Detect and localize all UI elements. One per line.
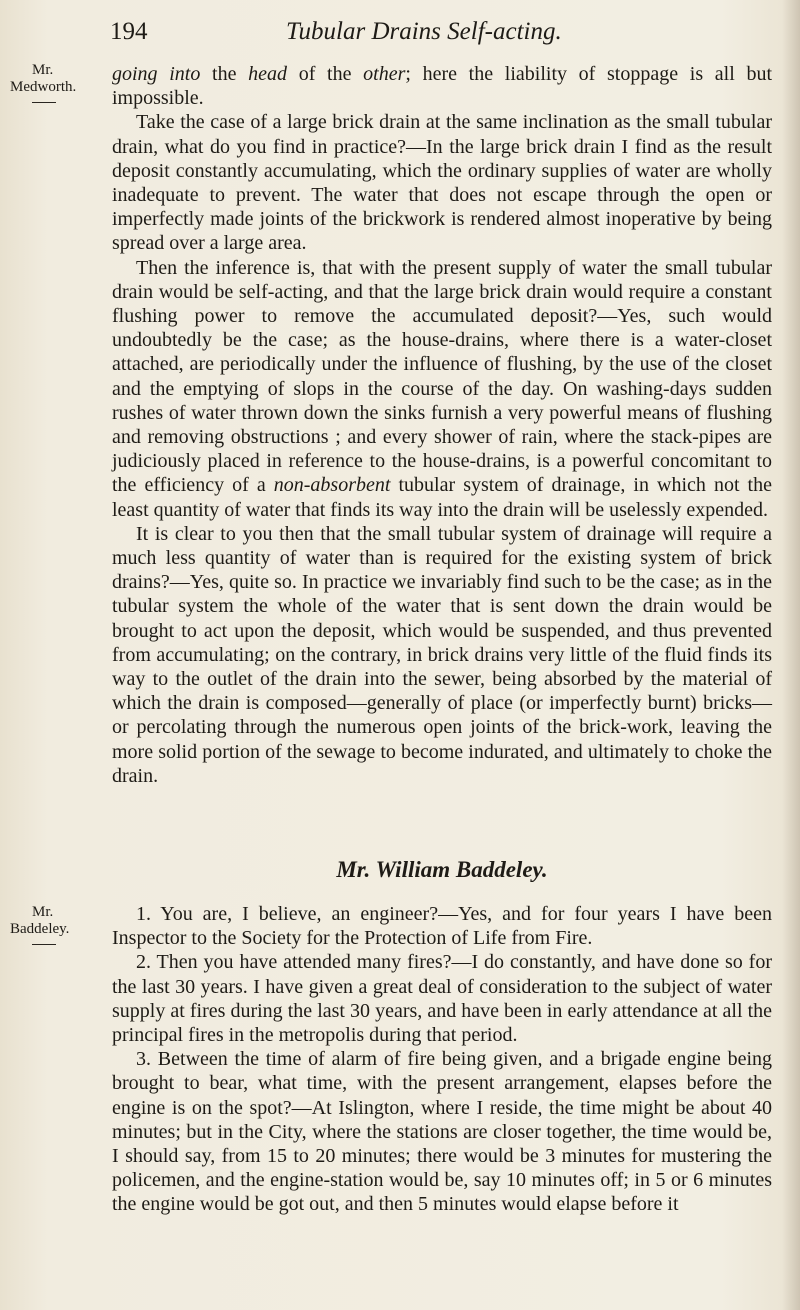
italic-text: other [363,63,406,85]
body-text-top [112,62,772,788]
continuation-paragraph [112,62,772,110]
question-paragraph: 2. Then you have attended many fires?—I do constantly, and have done so for the last 30 years. I have given a great deal of consideration to the subject of water supply at fires during the last 30 years, and have been in early attendance at all the principal fires in the metropolis during that period. [112,951,772,1047]
margin-note-line: Mr. [32,62,54,78]
question-paragraph: 3. Between the time of alarm of fire being given, and a brigade engine being brought to bear, what time, with the present arrangement, elapses before the engine is on the spot?—At Islington, where I reside, the time might be about 40 minutes; but in the City, where the stations are closer together, the time would be, I should say, from 15 to 20 minutes; there would be 3 minutes for mustering the policemen, and the engine-station would be, say 10 minutes off; in 5 or 6 minutes the engine would be got out, and then 5 minutes would elapse before it [112,1048,772,1216]
margin-note-baddeley [10,904,110,945]
paragraph: Take the case of a large brick drain at the same inclination as the small tubular drain, what do you find in practice?—In the large brick drain I find as the result deposit constantly accumulating, which the ordinary supplies of water are wholly inadequate to prevent. The water that does not escape through the open or imperfectly made joints of the brickwork is rendered almost inoperative by being spread over a large area. [112,111,772,255]
paragraph [112,256,772,522]
question-paragraph: 1. You are, I believe, an engineer?—Yes, and for four years I have been Inspector to the Society for the Protection of Life from Fire. [112,903,772,950]
italic-text: non-absorbent [273,474,391,497]
margin-dash [32,944,56,945]
margin-dash [32,102,56,103]
margin-note-line: Baddeley. [10,921,70,937]
italic-text: going into [112,63,201,85]
text-run: the [200,63,249,85]
running-title: Tubular Drains Self-acting. [286,18,562,45]
section-title: Mr. William Baddeley. [336,857,548,882]
page-edge-shadow [782,0,800,1310]
body-text-questions [112,902,772,1217]
text-run: Then the inference is, that with the present supply of water the small tubular drain would be self-acting, and that the large brick drain would require a constant flushing power to remove the accumulated deposit?—Yes, such would undoubtedly be the case; as the house-drains, where there is a water-closet attached, are periodically under the influence of flushing, by the use of the closet and the emptying of slops in the course of the day. On washing-days sudden rushes of water thrown down the sinks furnish a very powerful means of flushing and removing obstructions ; and every shower of rain, where the stack-pipes are judiciously placed in reference to the house-drains, is a powerful concomitant to the efficiency of a [112,256,772,497]
paragraph: It is clear to you then that the small tubular system of drainage will require a much less quantity of water than is required for the existing system of brick drains?—Yes, quite so. In practice we invariably find such to be the case; as in the tubular system the whole of the water that is sent down the drain would be brought to act upon the deposit, which would be suspended, and thus prevented from accumulating; on the contrary, in brick drains very little of the fluid finds its way to the outlet of the drain into the sewer, being absorbed by the material of which the drain is composed—generally of place (or imperfectly burnt) bricks—or percolating through the numerous open joints of the brick-work, leaving the more solid portion of the sewage to become indurated, and ultimately to choke the drain. [112,522,772,787]
page-header [110,18,670,54]
italic-text: head [248,63,288,85]
margin-note-line: Medworth. [10,79,77,95]
text-run: tubular system of drainage, in which not the least quantity of water that finds its way into the drain will be uselessly expended. [112,474,772,521]
text-run: ; here the liability of stoppage is all but impossible. [112,63,773,110]
margin-note-line: Mr. [32,904,54,920]
margin-note-medworth [10,62,110,103]
text-run: of the [287,63,364,85]
page-number: 194 [110,18,148,45]
